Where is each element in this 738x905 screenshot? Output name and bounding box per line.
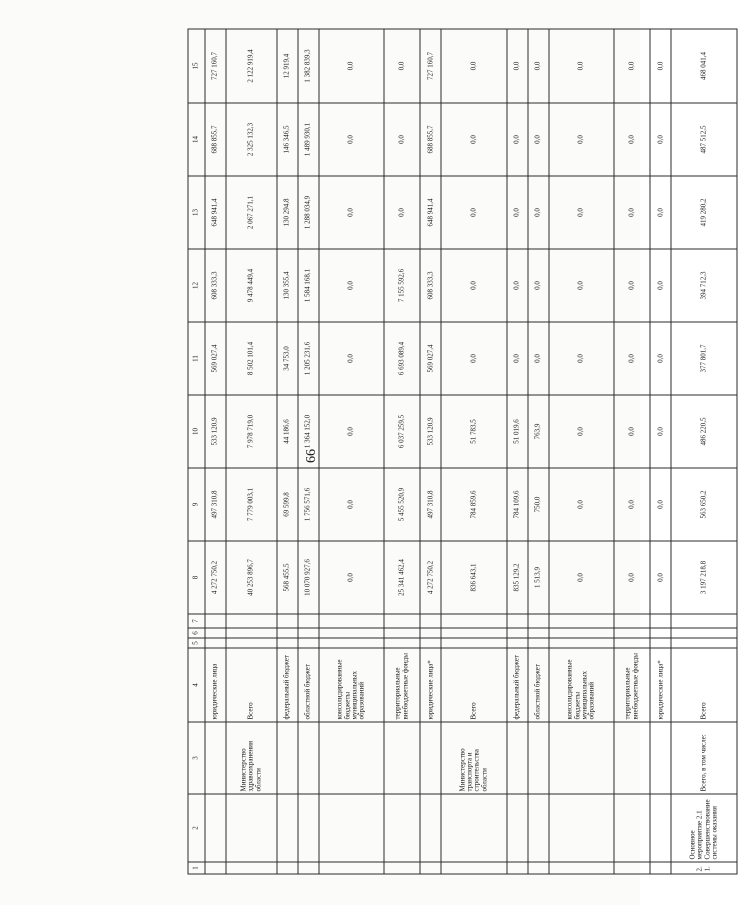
funding-source-cell: областной бюджет [298,648,319,722]
table-body [188,29,737,874]
amount-cell: 0,0 [507,249,528,322]
amount-cell: 727 160,7 [205,29,226,103]
amount-cell: 0,0 [549,541,615,614]
table-row [298,29,319,874]
empty-cell [650,614,671,628]
amount-cell: 0,0 [507,29,528,103]
column-number: 14 [188,103,205,176]
amount-cell: 0,0 [441,176,507,249]
empty-cell [549,614,615,628]
amount-cell: 394 712,3 [671,249,737,322]
empty-cell [277,614,298,628]
amount-cell: 763,9 [528,395,549,468]
table-row [528,29,549,874]
row-number-cell [650,862,671,874]
amount-cell: 0,0 [650,468,671,541]
row-number-cell [319,862,385,874]
amount-cell: 0,0 [528,249,549,322]
funding-source-cell: Всего [226,648,277,722]
amount-cell: 0,0 [528,176,549,249]
executor-cell [277,722,298,794]
empty-cell [226,614,277,628]
funding-source-cell: консолидированные бюджеты муниципальных образований [549,648,615,722]
empty-cell [205,638,226,648]
amount-cell: 2 325 132,3 [226,103,277,176]
executor-cell [298,722,319,794]
amount-cell: 6 037 259,5 [384,395,420,468]
amount-cell: 51 783,5 [441,395,507,468]
executor-cell: Всего, в том числе: [671,722,737,794]
amount-cell: 25 341 462,4 [384,541,420,614]
amount-cell: 9 478 449,4 [226,249,277,322]
amount-cell: 0,0 [319,541,385,614]
amount-cell: 51 019,6 [507,395,528,468]
amount-cell: 419 280,2 [671,176,737,249]
measure-name-cell [277,794,298,862]
empty-cell [528,638,549,648]
amount-cell: 1 489 930,1 [298,103,319,176]
amount-cell: 0,0 [319,322,385,395]
funding-source-cell: консолидированные бюджеты муниципальных образований [319,648,385,722]
table-row [549,29,615,874]
rotated-table-wrapper [188,30,738,875]
amount-cell: 3 197 218,8 [671,541,737,614]
empty-cell [614,638,650,648]
amount-cell: 533 120,9 [205,395,226,468]
empty-cell [671,628,737,638]
amount-cell: 0,0 [549,395,615,468]
amount-cell: 6 693 089,4 [384,322,420,395]
amount-cell: 784 109,6 [507,468,528,541]
column-number: 11 [188,322,205,395]
executor-cell: Министерство здравоохранения области [226,722,277,794]
amount-cell: 0,0 [614,541,650,614]
measure-name-cell [205,794,226,862]
amount-cell: 69 599,8 [277,468,298,541]
row-number-cell: 2.1. [671,862,737,874]
row-number-cell [614,862,650,874]
table-row [319,29,385,874]
amount-cell: 0,0 [507,322,528,395]
measure-name-cell [384,794,420,862]
empty-cell [420,628,441,638]
executor-cell [614,722,650,794]
executor-cell [384,722,420,794]
amount-cell: 0,0 [614,395,650,468]
amount-cell: 1 364 152,0 [298,395,319,468]
executor-cell [205,722,226,794]
funding-source-cell: федеральный бюджет [277,648,298,722]
amount-cell: 0,0 [441,29,507,103]
amount-cell: 648 941,4 [420,176,441,249]
empty-cell [507,638,528,648]
amount-cell: 1 756 571,6 [298,468,319,541]
executor-cell [528,722,549,794]
empty-cell [614,628,650,638]
amount-cell: 4 272 750,2 [420,541,441,614]
amount-cell: 608 333,3 [420,249,441,322]
amount-cell: 0,0 [319,468,385,541]
measure-name-cell [528,794,549,862]
empty-cell [507,614,528,628]
row-number-cell [277,862,298,874]
empty-cell [226,628,277,638]
measure-name-cell [420,794,441,862]
amount-cell: 0,0 [549,322,615,395]
amount-cell: 0,0 [528,29,549,103]
funding-source-cell: юридические лица* [420,648,441,722]
amount-cell: 468 041,4 [671,29,737,103]
amount-cell: 0,0 [650,29,671,103]
measure-name-cell [614,794,650,862]
amount-cell: 487 512,5 [671,103,737,176]
table-row [420,29,441,874]
amount-cell: 608 333,3 [205,249,226,322]
amount-cell: 7 978 719,0 [226,395,277,468]
amount-cell: 1 584 168,1 [298,249,319,322]
amount-cell: 0,0 [650,103,671,176]
amount-cell: 750,0 [528,468,549,541]
page-number: 66 [304,449,319,463]
amount-cell: 44 186,6 [277,395,298,468]
empty-cell [441,638,507,648]
amount-cell: 0,0 [549,468,615,541]
row-number-cell [298,862,319,874]
empty-cell [319,628,385,638]
executor-cell: Министерство транспорта и строительства области [441,722,507,794]
amount-cell: 0,0 [650,322,671,395]
amount-cell: 727 160,7 [420,29,441,103]
amount-cell: 0,0 [549,29,615,103]
amount-cell: 0,0 [319,29,385,103]
amount-cell: 1 382 839,3 [298,29,319,103]
amount-cell: 0,0 [319,249,385,322]
amount-cell: 130 294,8 [277,176,298,249]
column-number: 9 [188,468,205,541]
row-number-cell [226,862,277,874]
amount-cell: 34 753,0 [277,322,298,395]
amount-cell: 8 502 101,4 [226,322,277,395]
column-number: 2 [188,794,205,862]
empty-cell [205,628,226,638]
amount-cell: 497 310,8 [205,468,226,541]
amount-cell: 835 129,2 [507,541,528,614]
amount-cell: 688 855,7 [420,103,441,176]
amount-cell: 0,0 [650,395,671,468]
empty-cell [319,638,385,648]
amount-cell: 0,0 [528,103,549,176]
column-number: 1 [188,862,205,874]
executor-cell [549,722,615,794]
column-number-row [188,29,205,874]
executor-cell [319,722,385,794]
amount-cell: 0,0 [507,176,528,249]
amount-cell: 688 855,7 [205,103,226,176]
amount-cell: 0,0 [384,103,420,176]
measure-name-cell [650,794,671,862]
measure-name-cell [298,794,319,862]
table-row [441,29,507,874]
amount-cell: 0,0 [441,322,507,395]
amount-cell: 7 779 003,1 [226,468,277,541]
executor-cell [420,722,441,794]
funding-source-cell: территориальные внебюджетные фонды [614,648,650,722]
amount-cell: 563 650,2 [671,468,737,541]
empty-cell [298,614,319,628]
column-number: 6 [188,628,205,638]
amount-cell: 0,0 [614,29,650,103]
amount-cell: 0,0 [319,395,385,468]
row-number-cell [507,862,528,874]
measure-name-cell [549,794,615,862]
empty-cell [549,638,615,648]
column-number: 5 [188,638,205,648]
empty-cell [226,638,277,648]
empty-cell [319,614,385,628]
column-number: 4 [188,648,205,722]
amount-cell: 0,0 [614,176,650,249]
amount-cell: 377 801,7 [671,322,737,395]
budget-table [188,29,738,875]
empty-cell [298,628,319,638]
funding-source-cell: областной бюджет [528,648,549,722]
amount-cell: 0,0 [549,249,615,322]
row-number-cell [441,862,507,874]
amount-cell: 1 205 231,6 [298,322,319,395]
amount-cell: 533 120,9 [420,395,441,468]
amount-cell: 0,0 [650,249,671,322]
measure-name-cell [319,794,385,862]
empty-cell [671,638,737,648]
row-number-cell [549,862,615,874]
empty-cell [277,628,298,638]
empty-cell [420,614,441,628]
column-number: 12 [188,249,205,322]
table-row [384,29,420,874]
row-number-cell [420,862,441,874]
amount-cell: 0,0 [384,29,420,103]
column-number: 8 [188,541,205,614]
amount-cell: 784 859,6 [441,468,507,541]
amount-cell: 0,0 [384,176,420,249]
funding-source-cell: юридические лица [205,648,226,722]
amount-cell: 0,0 [650,541,671,614]
amount-cell: 2 067 271,1 [226,176,277,249]
row-number-cell [205,862,226,874]
table-row [205,29,226,874]
amount-cell: 0,0 [441,249,507,322]
empty-cell [671,614,737,628]
table-row [650,29,671,874]
amount-cell: 4 272 750,2 [205,541,226,614]
funding-source-cell: территориальные внебюджетные фонды [384,648,420,722]
empty-cell [650,638,671,648]
amount-cell: 0,0 [528,322,549,395]
empty-cell [441,614,507,628]
empty-cell [441,628,507,638]
measure-name-cell: Основное мероприятие 2.1 Совершенствование системы оказания [671,794,737,862]
empty-cell [298,638,319,648]
amount-cell: 569 027,4 [205,322,226,395]
amount-cell: 0,0 [507,103,528,176]
measure-name-cell [507,794,528,862]
row-number-cell [528,862,549,874]
amount-cell: 0,0 [441,103,507,176]
empty-cell [528,628,549,638]
amount-cell: 0,0 [549,103,615,176]
amount-cell: 7 155 592,6 [384,249,420,322]
table-row [277,29,298,874]
amount-cell: 2 122 919,4 [226,29,277,103]
column-number: 13 [188,176,205,249]
table-row [507,29,528,874]
amount-cell: 130 355,4 [277,249,298,322]
funding-source-cell: юридические лица* [650,648,671,722]
row-number-cell [384,862,420,874]
empty-cell [549,628,615,638]
empty-cell [528,614,549,628]
funding-source-cell: Всего [441,648,507,722]
amount-cell: 0,0 [319,103,385,176]
empty-cell [614,614,650,628]
amount-cell: 0,0 [614,468,650,541]
empty-cell [384,638,420,648]
amount-cell: 648 941,4 [205,176,226,249]
empty-cell [650,628,671,638]
amount-cell: 486 220,5 [671,395,737,468]
amount-cell: 40 253 896,7 [226,541,277,614]
amount-cell: 568 455,5 [277,541,298,614]
table-row [614,29,650,874]
amount-cell: 569 027,4 [420,322,441,395]
funding-source-cell: федеральный бюджет [507,648,528,722]
empty-cell [507,628,528,638]
amount-cell: 0,0 [614,322,650,395]
measure-name-cell [226,794,277,862]
amount-cell: 836 643,1 [441,541,507,614]
executor-cell [650,722,671,794]
empty-cell [205,614,226,628]
empty-cell [384,614,420,628]
amount-cell: 0,0 [614,103,650,176]
column-number: 15 [188,29,205,103]
amount-cell: 0,0 [614,249,650,322]
amount-cell: 12 919,4 [277,29,298,103]
column-number: 10 [188,395,205,468]
executor-cell [507,722,528,794]
empty-cell [277,638,298,648]
amount-cell: 497 310,8 [420,468,441,541]
amount-cell: 146 346,5 [277,103,298,176]
column-number: 3 [188,722,205,794]
amount-cell: 1 288 034,9 [298,176,319,249]
amount-cell: 0,0 [319,176,385,249]
amount-cell: 0,0 [650,176,671,249]
empty-cell [420,638,441,648]
amount-cell: 10 070 927,6 [298,541,319,614]
amount-cell: 0,0 [549,176,615,249]
table-row [671,29,737,874]
empty-cell [384,628,420,638]
amount-cell: 1 513,9 [528,541,549,614]
measure-name-cell [441,794,507,862]
amount-cell: 5 455 520,9 [384,468,420,541]
column-number: 7 [188,614,205,628]
funding-source-cell: Всего [671,648,737,722]
table-row [226,29,277,874]
